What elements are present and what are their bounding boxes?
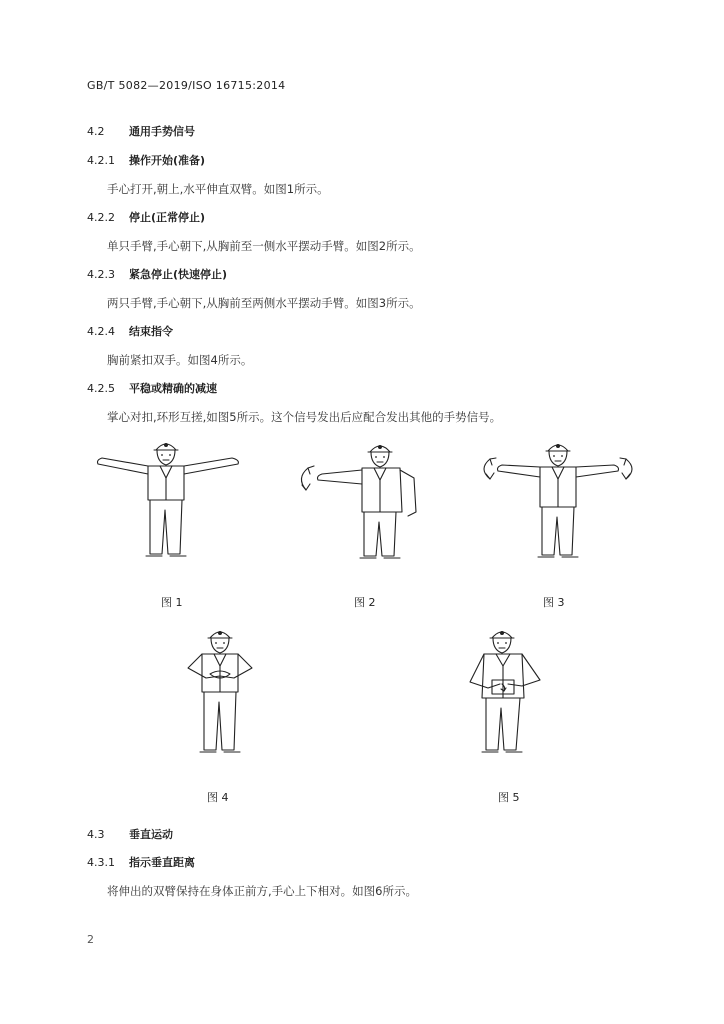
section-number: 4.2.4 — [87, 325, 115, 338]
section-4-2-3-text: 两只手臂,手心朝下,从胸前至两侧水平摆动手臂。如图3所示。 — [107, 296, 421, 310]
section-title: 操作开始(准备) — [129, 154, 206, 167]
figure-4-illustration — [176, 622, 266, 762]
section-4-2-1-text: 手心打开,朝上,水平伸直双臂。如图1所示。 — [107, 182, 329, 196]
section-4-2-2-heading — [87, 209, 205, 225]
section-title: 结束指令 — [129, 325, 173, 338]
section-title: 停止(正常停止) — [129, 211, 206, 224]
section-number: 4.3.1 — [87, 856, 115, 869]
section-4-3-heading — [87, 826, 173, 842]
section-4-2-3-heading — [87, 266, 227, 282]
figure-4-caption: 图 4 — [207, 791, 229, 804]
page-number: 2 — [87, 933, 94, 946]
section-title: 平稳或精确的减速 — [129, 382, 217, 395]
figure-5-caption: 图 5 — [498, 791, 520, 804]
figure-5-illustration — [464, 622, 554, 762]
section-4-2-5-text: 掌心对扣,环形互搓,如图5所示。这个信号发出后应配合发出其他的手势信号。 — [107, 410, 502, 424]
section-number: 4.2.3 — [87, 268, 115, 281]
section-4-2-1-heading — [87, 152, 205, 168]
section-4-2-5-heading — [87, 380, 217, 396]
section-number: 4.2.2 — [87, 211, 115, 224]
section-4-2-4-text: 胸前紧扣双手。如图4所示。 — [107, 353, 253, 367]
section-4-3-1-text: 将伸出的双臂保持在身体正前方,手心上下相对。如图6所示。 — [107, 884, 417, 898]
figure-2-illustration — [292, 438, 432, 568]
section-number: 4.3 — [87, 828, 105, 841]
figure-3-caption: 图 3 — [543, 596, 565, 609]
section-4-2-4-heading — [87, 323, 173, 339]
section-4-3-1-heading — [87, 854, 195, 870]
section-title: 通用手势信号 — [129, 125, 195, 138]
section-4-2-2-text: 单只手臂,手心朝下,从胸前至一侧水平摆动手臂。如图2所示。 — [107, 239, 421, 253]
figure-1-illustration — [92, 436, 252, 566]
section-title: 紧急停止(快速停止) — [129, 268, 228, 281]
section-number: 4.2.1 — [87, 154, 115, 167]
figure-1-caption: 图 1 — [161, 596, 183, 609]
figure-2-caption: 图 2 — [354, 596, 376, 609]
section-title: 指示垂直距离 — [129, 856, 195, 869]
section-number: 4.2.5 — [87, 382, 115, 395]
section-title: 垂直运动 — [129, 828, 173, 841]
standard-number: GB/T 5082—2019/ISO 16715:2014 — [87, 79, 286, 92]
section-number: 4.2 — [87, 125, 105, 138]
figure-3-illustration — [478, 437, 638, 567]
section-4-2-heading — [87, 123, 195, 139]
